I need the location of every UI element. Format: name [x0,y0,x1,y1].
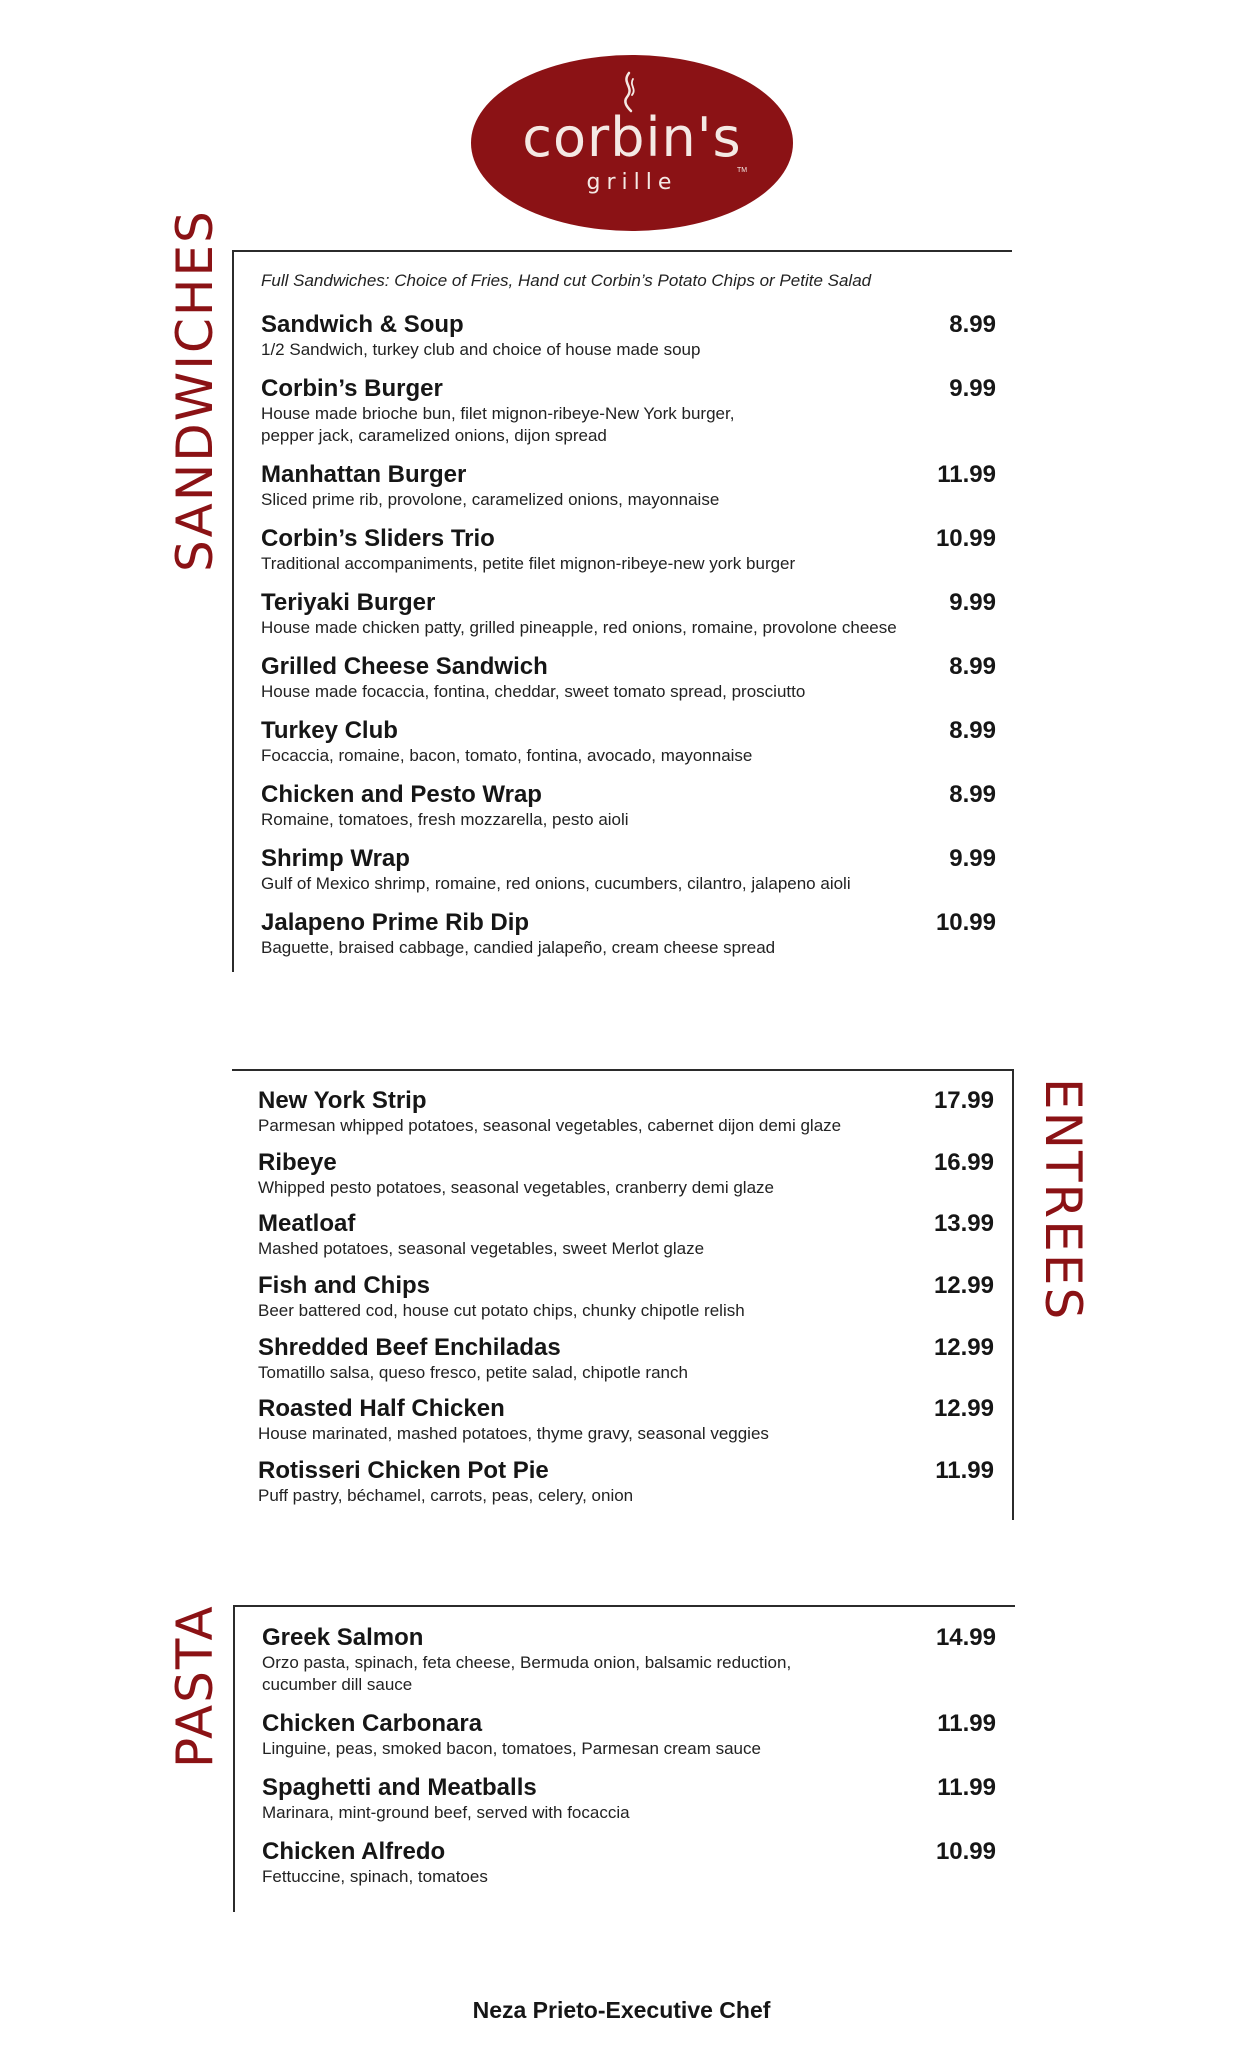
menu-item-description: Tomatillo salsa, queso fresco, petite salad, chipotle ranch [258,1363,688,1382]
menu-item-name: Shredded Beef Enchiladas [258,1334,561,1361]
menu-item-price: 11.99 [937,1710,996,1737]
menu-item [258,1149,994,1199]
menu-item-name: Shrimp Wrap [261,845,410,872]
menu-item-name: Jalapeno Prime Rib Dip [261,909,530,936]
menu-item-price: 11.99 [935,1457,994,1484]
menu-item-price: 8.99 [949,781,996,808]
menu-item-description: Fettuccine, spinach, tomatoes [262,1867,488,1886]
menu-item [261,375,996,447]
menu-item [262,1624,996,1696]
menu-item [262,1710,996,1760]
menu-item-description: Parmesan whipped potatoes, seasonal vegetables, cabernet dijon demi glaze [258,1116,842,1135]
menu-item-name: Ribeye [258,1149,337,1176]
menu-item-name: Corbin’s Sliders Trio [261,525,495,552]
menu-item-name: Fish and Chips [258,1272,431,1299]
menu-item-description: Traditional accompaniments, petite filet mignon-ribeye-new york burger [261,554,796,573]
menu-item-price: 10.99 [935,525,996,552]
menu-item-price: 12.99 [933,1272,994,1299]
menu-item-price: 17.99 [933,1087,994,1114]
menu-item-price: 8.99 [949,717,996,744]
menu-item-description: Focaccia, romaine, bacon, tomato, fontina, avocado, mayonnaise [261,746,753,765]
menu-item [258,1457,994,1507]
menu-item-price: 10.99 [935,909,996,936]
menu-item-description: Orzo pasta, spinach, feta cheese, Bermuda onion, balsamic reduction, cucumber dill sauce [262,1653,792,1694]
logo-trademark: TM [737,167,748,174]
pasta-title: PASTA [166,1604,224,1768]
menu-item-price: 11.99 [937,461,996,488]
menu-item-price: 9.99 [949,589,996,616]
menu-item-price: 16.99 [933,1149,994,1176]
menu-item [262,1774,996,1824]
entrees-title: ENTREES [1034,1078,1092,1322]
menu-item-description: Sliced prime rib, provolone, caramelized onions, mayonnaise [261,490,720,509]
menu-item-name: New York Strip [258,1087,427,1114]
menu-item [258,1087,994,1137]
menu-item-name: Corbin’s Burger [261,375,443,402]
menu-item-price: 8.99 [949,653,996,680]
menu-item-name: Greek Salmon [262,1624,424,1651]
menu-item [261,781,996,831]
menu-item-name: Turkey Club [261,717,398,744]
executive-chef-credit: Neza Prieto-Executive Chef [472,1997,771,2023]
menu-item [258,1272,994,1322]
menu-item-description: Romaine, tomatoes, fresh mozzarella, pesto aioli [261,810,629,829]
menu-item-name: Chicken and Pesto Wrap [261,781,542,808]
menu-item [258,1210,994,1260]
menu-item-description: Marinara, mint-ground beef, served with focaccia [262,1803,630,1822]
menu-item [261,717,996,767]
logo-name: corbin's [522,106,742,169]
menu-item [258,1395,994,1445]
menu-item-price: 8.99 [949,311,996,338]
menu-item-price: 12.99 [933,1334,994,1361]
menu-item-name: Meatloaf [258,1210,356,1237]
menu-item-name: Sandwich & Soup [261,311,464,338]
menu-item-name: Spaghetti and Meatballs [262,1774,537,1801]
menu-item-name: Chicken Carbonara [262,1710,483,1737]
menu-item-price: 13.99 [933,1210,994,1237]
menu-item-description: 1/2 Sandwich, turkey club and choice of house made soup [261,340,701,359]
menu-item-description: Whipped pesto potatoes, seasonal vegetables, cranberry demi glaze [258,1178,774,1197]
restaurant-logo [471,55,793,231]
sandwiches-title: SANDWICHES [166,209,224,572]
menu-item-description: Gulf of Mexico shrimp, romaine, red onions, cucumbers, cilantro, jalapeno aioli [261,874,851,893]
sandwiches-note: Full Sandwiches: Choice of Fries, Hand cut Corbin’s Potato Chips or Petite Salad [261,271,872,290]
menu-item-description: Beer battered cod, house cut potato chips, chunky chipotle relish [258,1301,745,1320]
menu-item-name: Chicken Alfredo [262,1838,446,1865]
menu-item-price: 14.99 [935,1624,996,1651]
menu-item-name: Grilled Cheese Sandwich [261,653,548,680]
menu-item [262,1838,996,1888]
menu-item [258,1334,994,1384]
menu-item [261,525,996,575]
menu-item-name: Roasted Half Chicken [258,1395,505,1422]
menu-item-description: Puff pastry, béchamel, carrots, peas, celery, onion [258,1486,634,1505]
logo-subtitle: grille [586,170,678,195]
menu-item [261,311,996,361]
menu-item-description: House made chicken patty, grilled pineapple, red onions, romaine, provolone cheese [261,618,897,637]
menu-item-price: 11.99 [937,1774,996,1801]
menu-item-price: 9.99 [949,375,996,402]
menu-item-description: Baguette, braised cabbage, candied jalapeño, cream cheese spread [261,938,776,957]
menu-item [261,653,996,703]
menu-item [261,589,996,639]
menu-item-description: House made focaccia, fontina, cheddar, sweet tomato spread, prosciutto [261,682,806,701]
menu-item-price: 12.99 [933,1395,994,1422]
menu-item-description: Mashed potatoes, seasonal vegetables, sweet Merlot glaze [258,1239,705,1258]
menu-item [261,461,996,511]
menu-item [261,909,996,959]
menu-item-price: 9.99 [949,845,996,872]
menu-item-name: Teriyaki Burger [261,589,436,616]
menu-item-name: Manhattan Burger [261,461,467,488]
menu-item-description: Linguine, peas, smoked bacon, tomatoes, Parmesan cream sauce [262,1739,761,1758]
menu-item-description: House marinated, mashed potatoes, thyme gravy, seasonal veggies [258,1424,769,1443]
menu-item-description: House made brioche bun, filet mignon-ribeye-New York burger, pepper jack, caramelized onions, dijon spread [261,404,735,445]
menu-item-name: Rotisseri Chicken Pot Pie [258,1457,549,1484]
menu-item [261,845,996,895]
menu-item-price: 10.99 [935,1838,996,1865]
